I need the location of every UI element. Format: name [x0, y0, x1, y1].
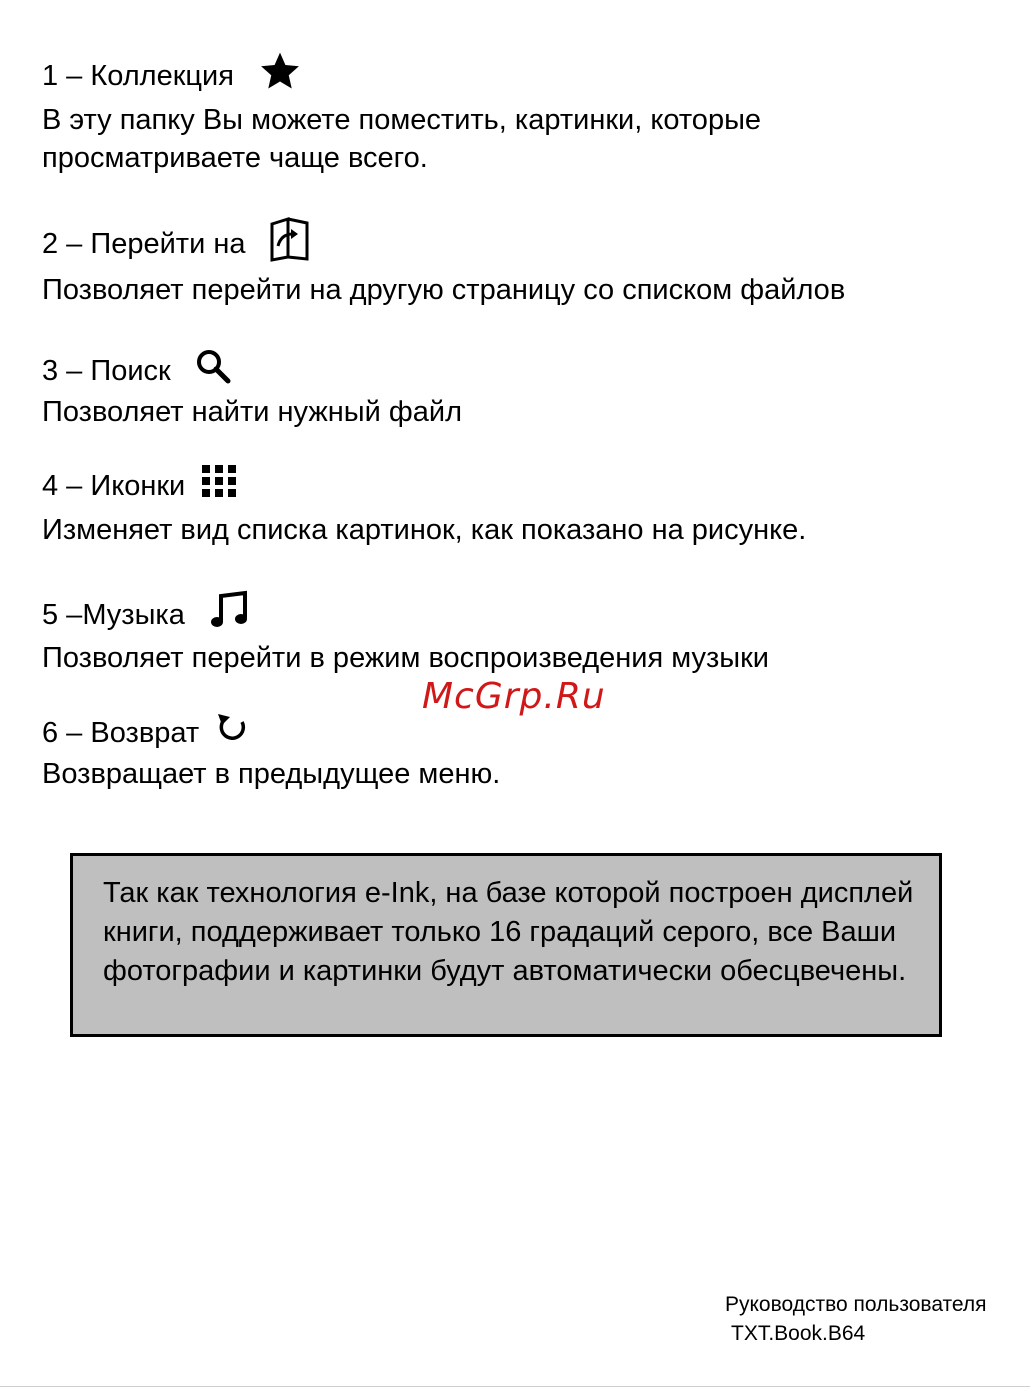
section-title: 1 – Коллекция: [42, 59, 234, 92]
section-description: Возвращает в предыдущее меню.: [42, 758, 501, 790]
book-goto-icon: [269, 216, 311, 271]
section-description: Позволяет найти нужный файл: [42, 396, 462, 428]
search-icon: [195, 348, 231, 393]
section-title: 5 –Музыка: [42, 598, 185, 631]
section-return: [42, 710, 992, 793]
return-icon: [213, 710, 251, 755]
star-icon: [258, 50, 302, 101]
section-collection: [42, 50, 992, 177]
section-title: 4 – Иконки: [42, 469, 186, 502]
music-note-icon: [209, 590, 249, 639]
note-box: Так как технология e-Ink, на базе которой построен дисплей книги, поддерживает только 16 градаций серого, все Ваши фотографии и картинки будут автоматически обесцвечены.: [70, 853, 942, 1037]
section-goto: [42, 216, 992, 309]
section-search: [42, 348, 992, 431]
section-title: 3 – Поиск: [42, 354, 171, 387]
footer: [725, 1290, 987, 1348]
section-music: [42, 590, 992, 677]
section-description: Позволяет перейти в режим воспроизведения музыки: [42, 642, 770, 674]
grid-icon: [201, 464, 237, 507]
page-divider: [0, 1386, 1030, 1387]
footer-title: Руководство пользователя: [725, 1293, 987, 1316]
section-title: 6 – Возврат: [42, 716, 200, 749]
section-description: Позволяет перейти на другую страницу со списком файлов: [42, 274, 846, 306]
section-icons: [42, 464, 992, 549]
section-title: 2 – Перейти на: [42, 227, 246, 260]
section-description: В эту папку Вы можете поместить, картинки, которые просматриваете чаще всего.: [42, 104, 762, 174]
watermark: McGrp.Ru: [422, 676, 606, 717]
footer-model: TXT.Book.B64: [731, 1322, 866, 1345]
section-description: Изменяет вид списка картинок, как показано на рисунке.: [42, 514, 807, 546]
